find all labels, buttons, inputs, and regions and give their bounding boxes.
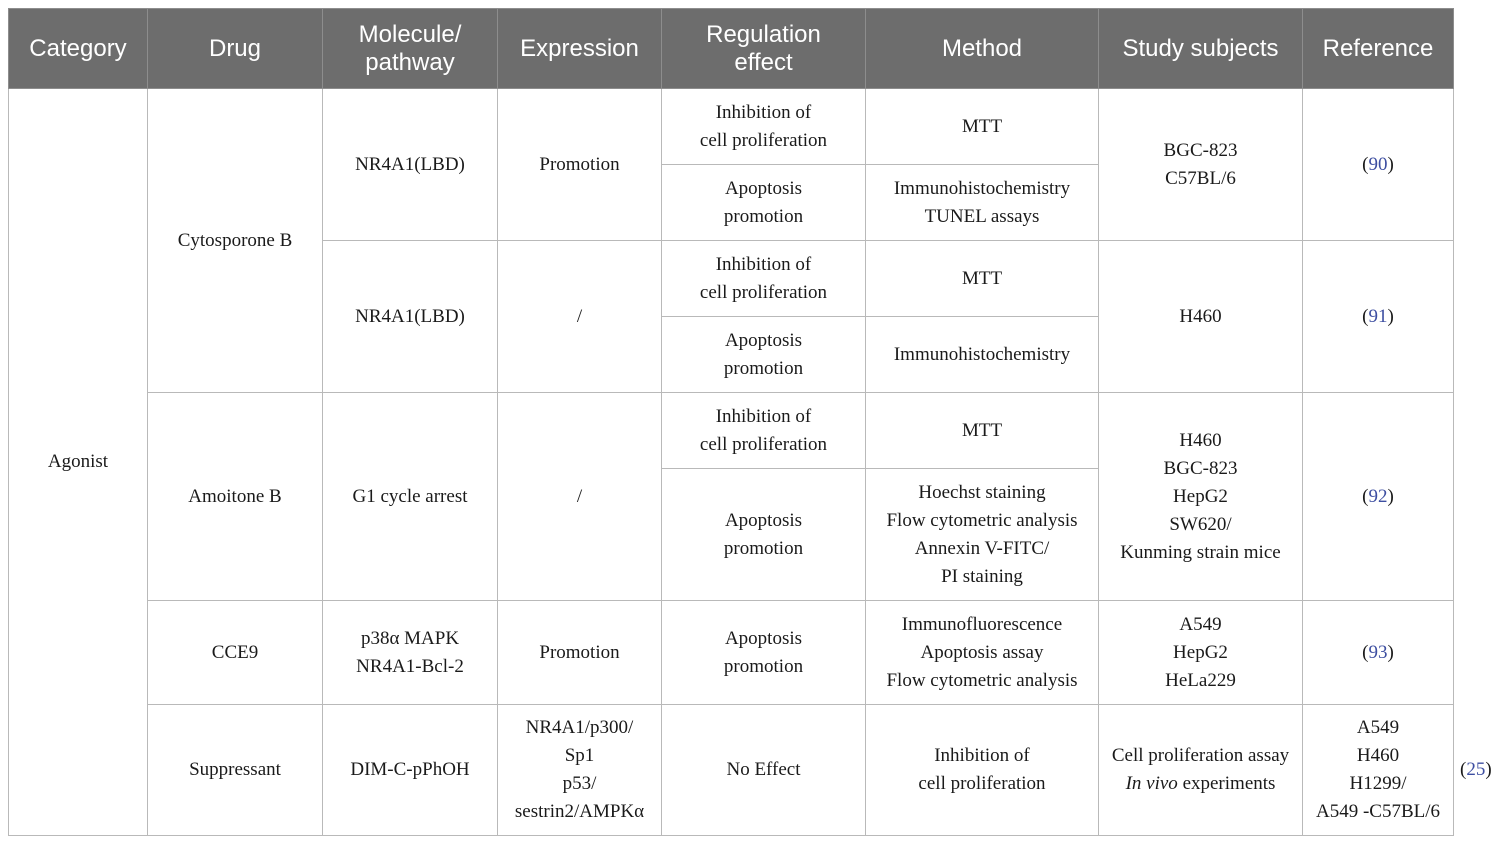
effect-cell (662, 393, 866, 469)
ref-paren: ) (1387, 485, 1394, 507)
expression-cell: Promotion (498, 89, 662, 241)
category-cell: Agonist (9, 89, 148, 836)
ref-paren: ) (1387, 305, 1394, 327)
ref-paren: ) (1387, 641, 1394, 663)
table-header (9, 9, 1454, 89)
method-line: TUNEL assays (924, 205, 1040, 227)
subjects-cell (1099, 89, 1303, 241)
reference-cell (1303, 89, 1454, 241)
reference-cell (1303, 241, 1454, 393)
subjects-cell (1303, 705, 1454, 836)
method-line: Cell proliferation assay (1111, 745, 1290, 766)
subject-line: A549 (1179, 613, 1222, 635)
category-cell: Suppressant (148, 705, 323, 836)
ref-paren: ) (1387, 153, 1394, 175)
molecule-line: sestrin2/AMPKα (514, 801, 645, 822)
molecule-cell: G1 cycle arrest (323, 393, 498, 601)
header-molecule-line: Molecule/ (358, 20, 462, 48)
effect-line: promotion (723, 655, 804, 677)
effect-cell (866, 705, 1099, 836)
reference-cell (1303, 601, 1454, 705)
effect-line: cell proliferation (699, 129, 828, 151)
effect-line: promotion (723, 357, 804, 379)
effect-line: Apoptosis (724, 509, 803, 531)
ref-paren: ( (1362, 153, 1369, 175)
effect-line: cell proliferation (918, 773, 1046, 794)
expression-cell: / (498, 241, 662, 393)
molecule-cell: NR4A1(LBD) (323, 241, 498, 393)
method-line: Apoptosis assay (920, 641, 1044, 663)
method-cell: MTT (866, 241, 1099, 317)
drug-cell: Cytosporone B (148, 89, 323, 393)
table-body (9, 89, 1492, 836)
ref-paren: ( (1460, 759, 1467, 780)
reference-link[interactable]: 25 (1466, 759, 1486, 780)
subject-line: A549 -C57BL/6 (1315, 801, 1441, 822)
method-rest: experiments (1177, 773, 1276, 794)
method-cell (866, 601, 1099, 705)
header-regulation-line: Regulation (706, 20, 821, 48)
method-cell: MTT (866, 393, 1099, 469)
ref-paren: ) (1485, 759, 1492, 780)
effect-cell (662, 601, 866, 705)
header-expression: Expression (498, 9, 662, 89)
effect-line: Inhibition of (715, 405, 812, 427)
reference-link[interactable]: 91 (1368, 305, 1388, 327)
subject-line: H1299/ (1349, 773, 1407, 794)
method-line: Flow cytometric analysis (886, 509, 1078, 531)
drug-cell: DIM-C-pPhOH (323, 705, 498, 836)
header-reference: Reference (1303, 9, 1454, 89)
subjects-cell (1099, 393, 1303, 601)
method-italic: In vivo (1125, 773, 1178, 794)
subject-line: H460 (1356, 745, 1400, 766)
subject-line: BGC-823 (1163, 139, 1238, 161)
table-row (9, 89, 1454, 165)
method-line: Annexin V-FITC/ (914, 537, 1050, 559)
effect-cell (662, 469, 866, 601)
effect-cell (662, 89, 866, 165)
ref-paren: ( (1362, 641, 1369, 663)
subject-line: HeLa229 (1165, 669, 1236, 691)
method-cell: MTT (866, 89, 1099, 165)
reference-link[interactable]: 90 (1368, 153, 1388, 175)
effect-cell (662, 165, 866, 241)
header-molecule (323, 9, 498, 89)
method-cell (866, 469, 1099, 601)
subject-line: Kunming strain mice (1120, 541, 1281, 563)
expression-cell: No Effect (662, 705, 866, 836)
subjects-cell (1099, 601, 1303, 705)
expression-cell: / (498, 393, 662, 601)
subject-line: HepG2 (1173, 485, 1228, 507)
subject-line: BGC-823 (1163, 457, 1238, 479)
header-subjects: Study subjects (1099, 9, 1303, 89)
table-row (9, 705, 1454, 836)
subject-line: A549 (1356, 717, 1400, 738)
subject-line: SW620/ (1169, 513, 1232, 535)
header-category: Category (9, 9, 148, 89)
effect-line: promotion (723, 537, 804, 559)
method-line (1105, 770, 1296, 798)
reference-link[interactable]: 92 (1368, 485, 1388, 507)
effect-cell (662, 241, 866, 317)
drug-cell: CCE9 (148, 601, 323, 705)
effect-line: Inhibition of (715, 253, 812, 275)
subject-line: H460 (1179, 429, 1222, 451)
subjects-cell: H460 (1099, 241, 1303, 393)
method-line: Hoechst staining (918, 481, 1046, 503)
header-molecule-line: pathway (365, 48, 455, 76)
method-line: Immunohistochemistry (893, 177, 1071, 199)
molecule-line: NR4A1-Bcl-2 (356, 655, 464, 677)
table-row (9, 393, 1454, 469)
effect-cell (662, 317, 866, 393)
method-cell (866, 165, 1099, 241)
effect-line: Apoptosis (724, 329, 803, 351)
reference-cell (1303, 393, 1454, 601)
molecule-line: p38α MAPK (360, 627, 460, 649)
method-line: PI staining (941, 565, 1023, 587)
molecule-line: Sp1 (564, 745, 595, 766)
effect-line: Apoptosis (724, 627, 803, 649)
method-line: Immunofluorescence (901, 613, 1063, 635)
method-cell (1099, 705, 1303, 836)
effect-line: cell proliferation (699, 281, 828, 303)
molecule-cell: NR4A1(LBD) (323, 89, 498, 241)
molecule-cell (323, 601, 498, 705)
ref-paren: ( (1362, 485, 1369, 507)
effect-line: cell proliferation (699, 433, 828, 455)
header-drug: Drug (148, 9, 323, 89)
drug-cell: Amoitone B (148, 393, 323, 601)
method-cell: Immunohistochemistry (866, 317, 1099, 393)
method-line: Flow cytometric analysis (886, 669, 1078, 691)
reference-link[interactable]: 93 (1368, 641, 1388, 663)
molecule-line: p53/ (562, 773, 597, 794)
subject-line: C57BL/6 (1165, 167, 1236, 189)
header-method: Method (866, 9, 1099, 89)
effect-line: Inhibition of (934, 745, 1030, 766)
table-row (9, 601, 1454, 705)
molecule-line: NR4A1/p300/ (525, 717, 634, 738)
header-regulation (662, 9, 866, 89)
effect-line: Inhibition of (715, 101, 812, 123)
drug-table (8, 8, 1492, 836)
ref-paren: ( (1362, 305, 1369, 327)
effect-line: promotion (723, 205, 804, 227)
molecule-cell (498, 705, 662, 836)
subject-line: HepG2 (1173, 641, 1228, 663)
effect-line: Apoptosis (724, 177, 803, 199)
header-regulation-line: effect (734, 48, 793, 76)
expression-cell: Promotion (498, 601, 662, 705)
